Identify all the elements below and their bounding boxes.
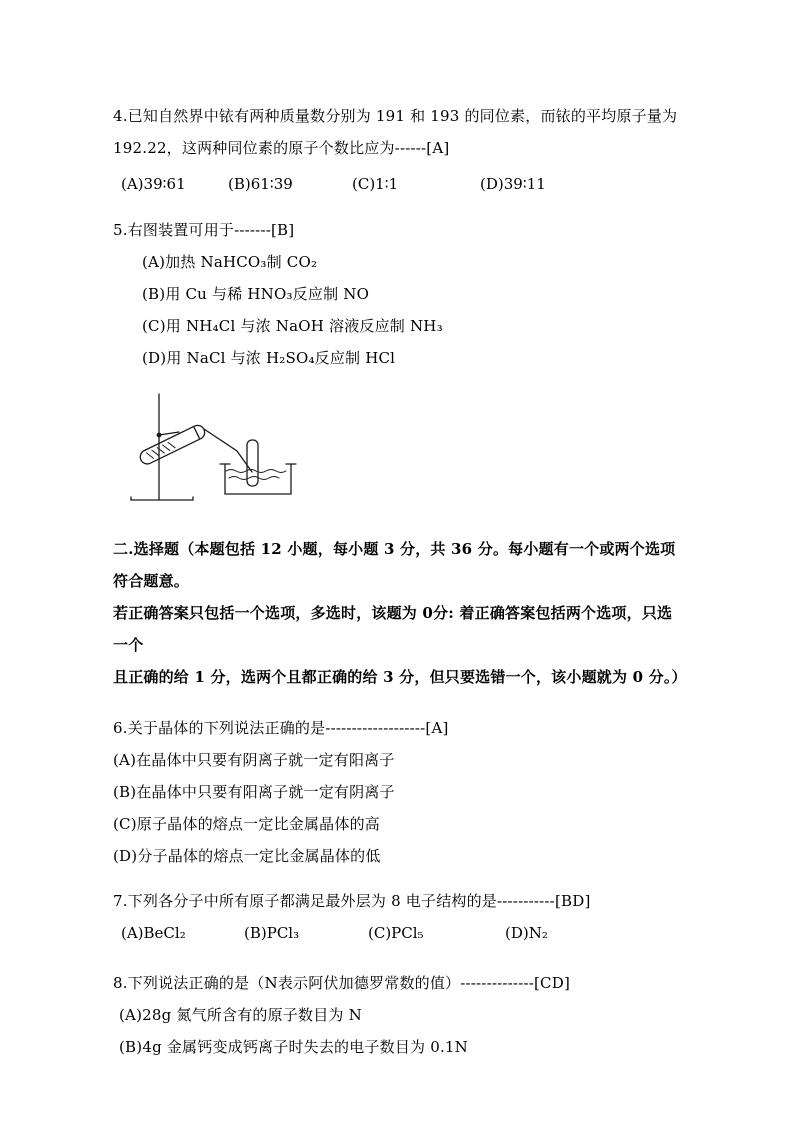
question-6 [113,712,686,872]
question-4-option-d: (D)39∶11 [480,175,546,193]
delivery-tube [204,429,252,472]
section-2-line-1: 二.选择题（本题包括 12 小题，每小题 3 分，共 36 分。每小题有一个或两个选项符合题意。 [113,540,676,590]
stopper [194,427,199,438]
question-7-option-b: (B)PCl₃ [244,924,300,942]
question-5-option-c: (C)用 NH₄Cl 与浓 NaOH 溶液反应制 NH₃ [142,317,443,335]
gas-collection-apparatus-diagram [119,388,304,510]
question-4-options [113,168,686,200]
question-7-title: 7.下列各分子中所有原子都满足最外层为 8 电子结构的是-----------[BD] [113,892,591,910]
question-5-option-b: (B)用 Cu 与稀 HNO₃反应制 NO [142,285,370,303]
water-surface [226,470,286,473]
question-7-option-d: (D)N₂ [505,924,548,942]
question-7 [113,885,686,949]
section-2-header [113,533,686,693]
question-5-title: 5.右图装置可用于-------[B] [113,221,295,239]
question-8-option-b: (B)4g 金属钙变成钙离子时失去的电子数目为 0.1N [119,1038,468,1056]
question-6-title: 6.关于晶体的下列说法正确的是-------------------[A] [113,719,449,737]
question-6-option-d: (D)分子晶体的熔点一定比金属晶体的低 [113,847,381,865]
question-4-text-line-1: 4.已知自然界中铱有两种质量数分别为 191 和 193 的同位素，而铱的平均原子量为 [113,107,678,125]
question-6-option-c: (C)原子晶体的熔点一定比金属晶体的高 [113,815,380,833]
question-7-option-c: (C)PCl₅ [368,924,424,942]
question-6-option-b: (B)在晶体中只要有阳离子就一定有阴离子 [113,783,395,801]
question-4-option-a: (A)39∶61 [121,175,186,193]
question-5-option-a: (A)加热 NaHCO₃制 CO₂ [142,253,318,271]
question-4-text-line-2: 192.22，这两种同位素的原子个数比应为------[A] [113,139,450,157]
question-8 [113,967,686,1063]
question-7-option-a: (A)BeCl₂ [121,924,186,942]
test-tube [138,423,207,466]
question-8-title: 8.下列说法正确的是（N表示阿伏加德罗常数的值）--------------[CD] [113,974,571,992]
question-4 [113,100,686,200]
question-4-option-c: (C)1∶1 [352,175,399,193]
apparatus-figure [119,388,686,510]
collection-tube [247,440,258,486]
question-5-option-d: (D)用 NaCl 与浓 H₂SO₄反应制 HCl [142,349,396,367]
question-5 [113,214,686,374]
question-6-option-a: (A)在晶体中只要有阴离子就一定有阳离子 [113,751,395,769]
section-2-line-3: 且正确的给 1 分，选两个且都正确的给 3 分，但只要选错一个，该小题就为 0 分。） [113,668,687,686]
question-7-options [113,917,686,949]
question-4-option-b: (B)61∶39 [228,175,293,193]
section-2-line-2: 若正确答案只包括一个选项，多选时，该题为 0分: 着正确答案包括两个选项，只选一个 [113,604,673,654]
question-8-option-a: (A)28g 氮气所含有的原子数目为 N [119,1006,362,1024]
